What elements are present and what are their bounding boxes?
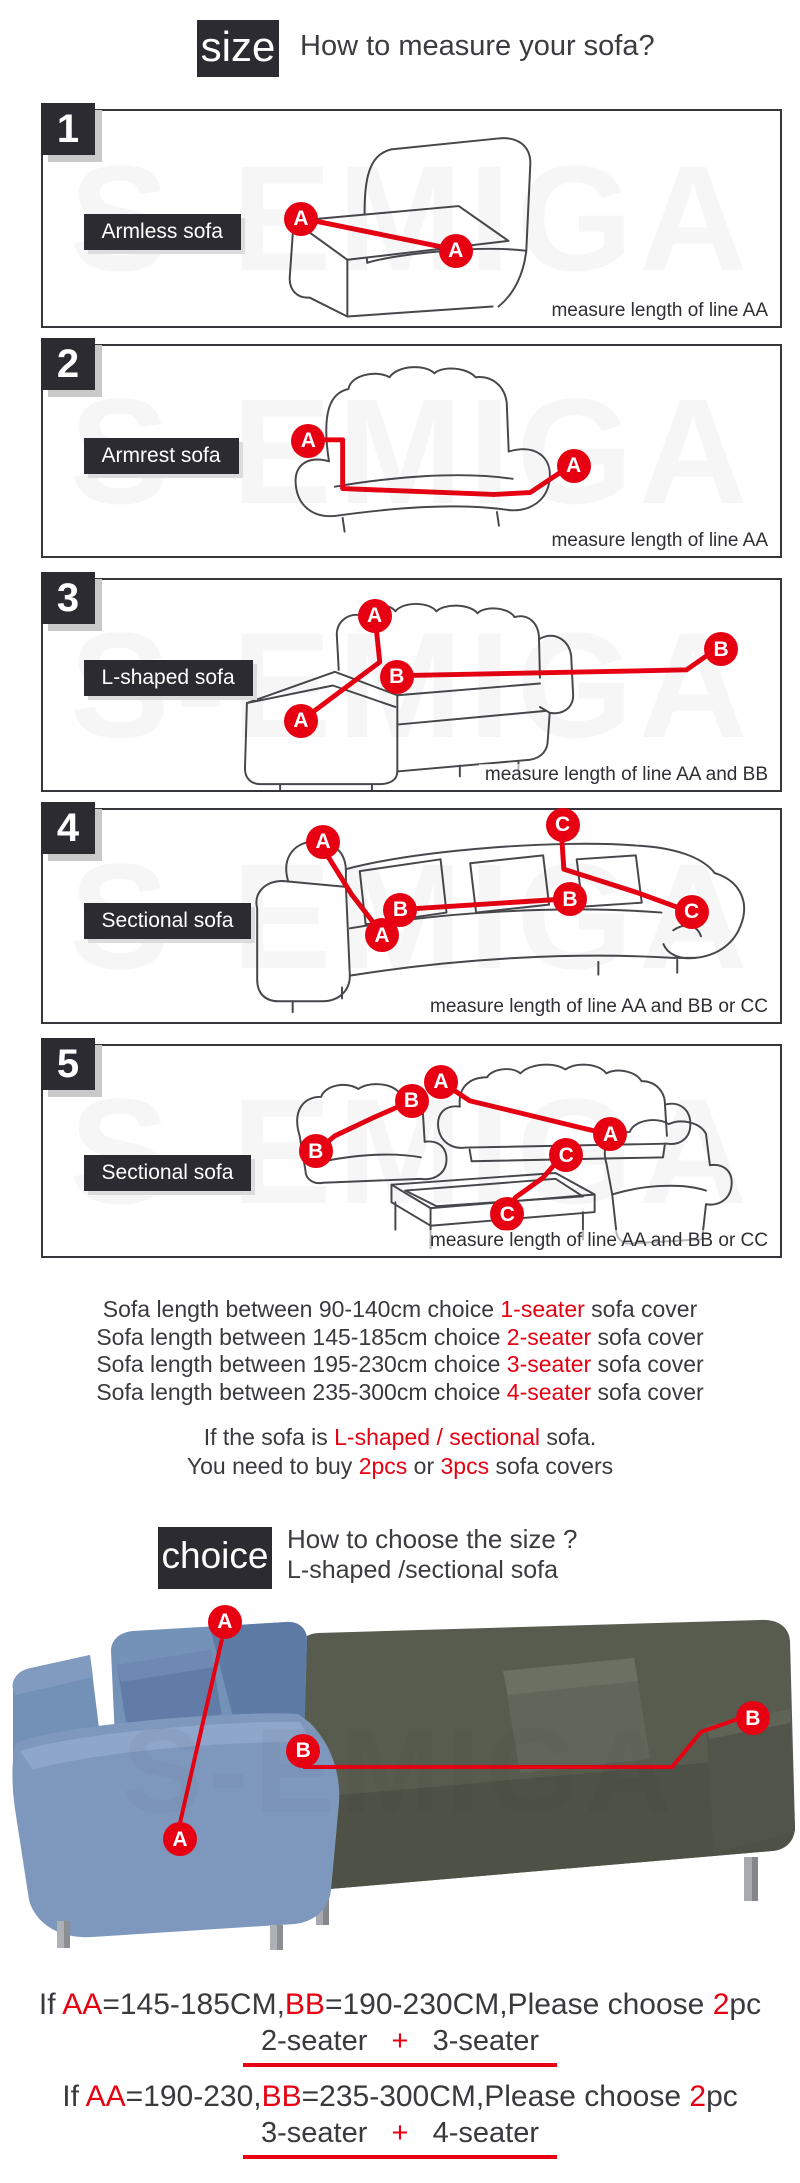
text-segment: Sofa length between 145-185cm choice (96, 1323, 507, 1350)
text-segment: Sofa length between 195-230cm choice (96, 1351, 507, 1377)
measure-point-a: A (291, 424, 325, 458)
measure-point-a: A (163, 1822, 197, 1856)
section-number-badge: 1 (41, 103, 95, 155)
text-segment: 3-seater (260, 2117, 368, 2149)
measure-caption: measure length of line AA and BB (479, 764, 768, 786)
measure-point-b: B (380, 660, 414, 694)
text-segment: 3-seater (432, 2025, 540, 2057)
section-number-badge: 2 (41, 338, 95, 390)
measure-point-b: B (383, 893, 417, 927)
section-armless-sofa (41, 106, 782, 328)
choice-title-line1: How to choose the size ? (287, 1524, 578, 1554)
measure-point-a: A (365, 918, 399, 952)
text-segment: AA (85, 2080, 126, 2113)
guide-line-4seater (0, 1379, 800, 1407)
text-segment: or (407, 1453, 441, 1479)
text-segment: sofa cover (591, 1351, 704, 1377)
measure-point-b: B (704, 632, 738, 666)
text-segment: sofa cover (584, 1296, 698, 1322)
text-segment: L-shaped / sectional (334, 1424, 540, 1450)
l-shaped-sofa-photo-illustration (0, 1591, 800, 1951)
measure-caption: measure length of line AA (545, 530, 768, 552)
text-segment: 3pcs (440, 1453, 490, 1479)
recommendation-formula (0, 2080, 800, 2114)
size-header-badge: size (197, 20, 279, 77)
sofa-type-label: L-shaped sofa (84, 660, 253, 696)
guide-line-2seater (0, 1324, 800, 1352)
text-segment: Sofa length between 235-300cm choice (96, 1378, 507, 1405)
measure-point-b: B (553, 882, 587, 916)
text-segment: If (62, 2080, 86, 2113)
text-segment: =190-230CM,Please choose (324, 1988, 713, 2021)
text-segment: pc (706, 2080, 738, 2113)
text-segment: 3-seater (506, 1351, 592, 1377)
measure-point-a: A (358, 599, 392, 633)
text-segment: sofa covers (489, 1453, 614, 1479)
section-number-badge: 4 (41, 802, 95, 854)
text-segment: 2 (712, 1988, 730, 2021)
measure-caption: measure length of line AA (545, 300, 768, 322)
text-segment: Sofa length between 90-140cm choice (102, 1296, 501, 1322)
sofa-type-label: Sectional sofa (84, 1155, 252, 1191)
section-sectional-sofa-set (41, 1041, 782, 1258)
text-segment: BB (284, 1988, 325, 2021)
guide-note-line1 (0, 1423, 800, 1452)
text-segment: You need to buy (186, 1453, 359, 1479)
measure-point-b: B (286, 1734, 320, 1768)
sofa-type-label: Armless sofa (84, 214, 241, 250)
recommendation-combo (243, 2117, 557, 2159)
sofa-type-label: Armrest sofa (84, 438, 239, 474)
measure-point-a: A (439, 234, 473, 268)
text-segment: 1-seater (500, 1296, 585, 1322)
text-segment: 2-seater (506, 1323, 592, 1350)
text-segment: pc (729, 1988, 762, 2021)
section-number-badge: 5 (41, 1038, 95, 1090)
text-segment: If (38, 1988, 63, 2021)
section-number-badge: 3 (41, 572, 95, 624)
text-segment: =235-300CM,Please choose (301, 2080, 690, 2113)
recommendation-block-2 (0, 2080, 800, 2159)
text-segment: 4-seater (432, 2117, 540, 2149)
guide-line-1seater (0, 1296, 800, 1324)
measure-point-c: C (546, 808, 580, 842)
measure-point-c: C (675, 895, 709, 929)
measure-caption: measure length of line AA and BB or CC (424, 996, 768, 1018)
text-segment: =190-230, (125, 2080, 262, 2113)
sectional-sofa-set-drawing (43, 1046, 780, 1256)
section-armrest-sofa (41, 341, 782, 558)
text-segment: =145-185CM, (102, 1988, 285, 2021)
text-segment: sofa. (540, 1424, 597, 1450)
measure-point-b: B (395, 1084, 429, 1118)
measure-point-b: B (299, 1134, 333, 1168)
measure-point-a: A (424, 1065, 458, 1099)
text-segment: sofa cover (591, 1323, 704, 1350)
section-sectional-sofa (41, 805, 782, 1024)
measure-point-c: C (490, 1197, 524, 1231)
guide-note-line2 (0, 1452, 800, 1481)
text-segment: 2pcs (358, 1453, 408, 1479)
measure-point-a: A (593, 1117, 627, 1151)
recommendation-combo (243, 2025, 557, 2067)
measure-point-c: C (549, 1138, 583, 1172)
text-segment: 2-seater (260, 2025, 368, 2057)
choice-header-badge: choice (158, 1527, 272, 1589)
measure-point-a: A (284, 202, 318, 236)
text-segment: sofa cover (591, 1378, 704, 1405)
text-segment: 4-seater (506, 1378, 592, 1405)
guide-line-3seater (0, 1351, 800, 1379)
text-segment: + (367, 2025, 433, 2057)
text-segment: 2 (689, 2080, 707, 2113)
page-title: How to measure your sofa? (300, 30, 655, 62)
size-guide-text (0, 1296, 800, 1481)
text-segment: AA (62, 1988, 103, 2021)
measure-point-a: A (306, 825, 340, 859)
text-segment: If the sofa is (203, 1424, 335, 1450)
choice-title-line2: L-shaped /sectional sofa (287, 1556, 559, 1584)
section-l-shaped-sofa (41, 575, 782, 792)
text-segment: BB (261, 2080, 302, 2113)
sofa-type-label: Sectional sofa (84, 903, 252, 939)
measure-point-b: B (736, 1701, 770, 1735)
measure-point-a: A (284, 704, 318, 738)
measure-caption: measure length of line AA and BB or CC (424, 1230, 768, 1252)
recommendation-block-1 (0, 1988, 800, 2067)
sofa-cover-photo (0, 1591, 800, 1951)
measure-point-a: A (208, 1605, 242, 1639)
measure-point-a: A (557, 449, 591, 483)
recommendation-formula (0, 1988, 800, 2022)
text-segment: + (367, 2117, 433, 2149)
